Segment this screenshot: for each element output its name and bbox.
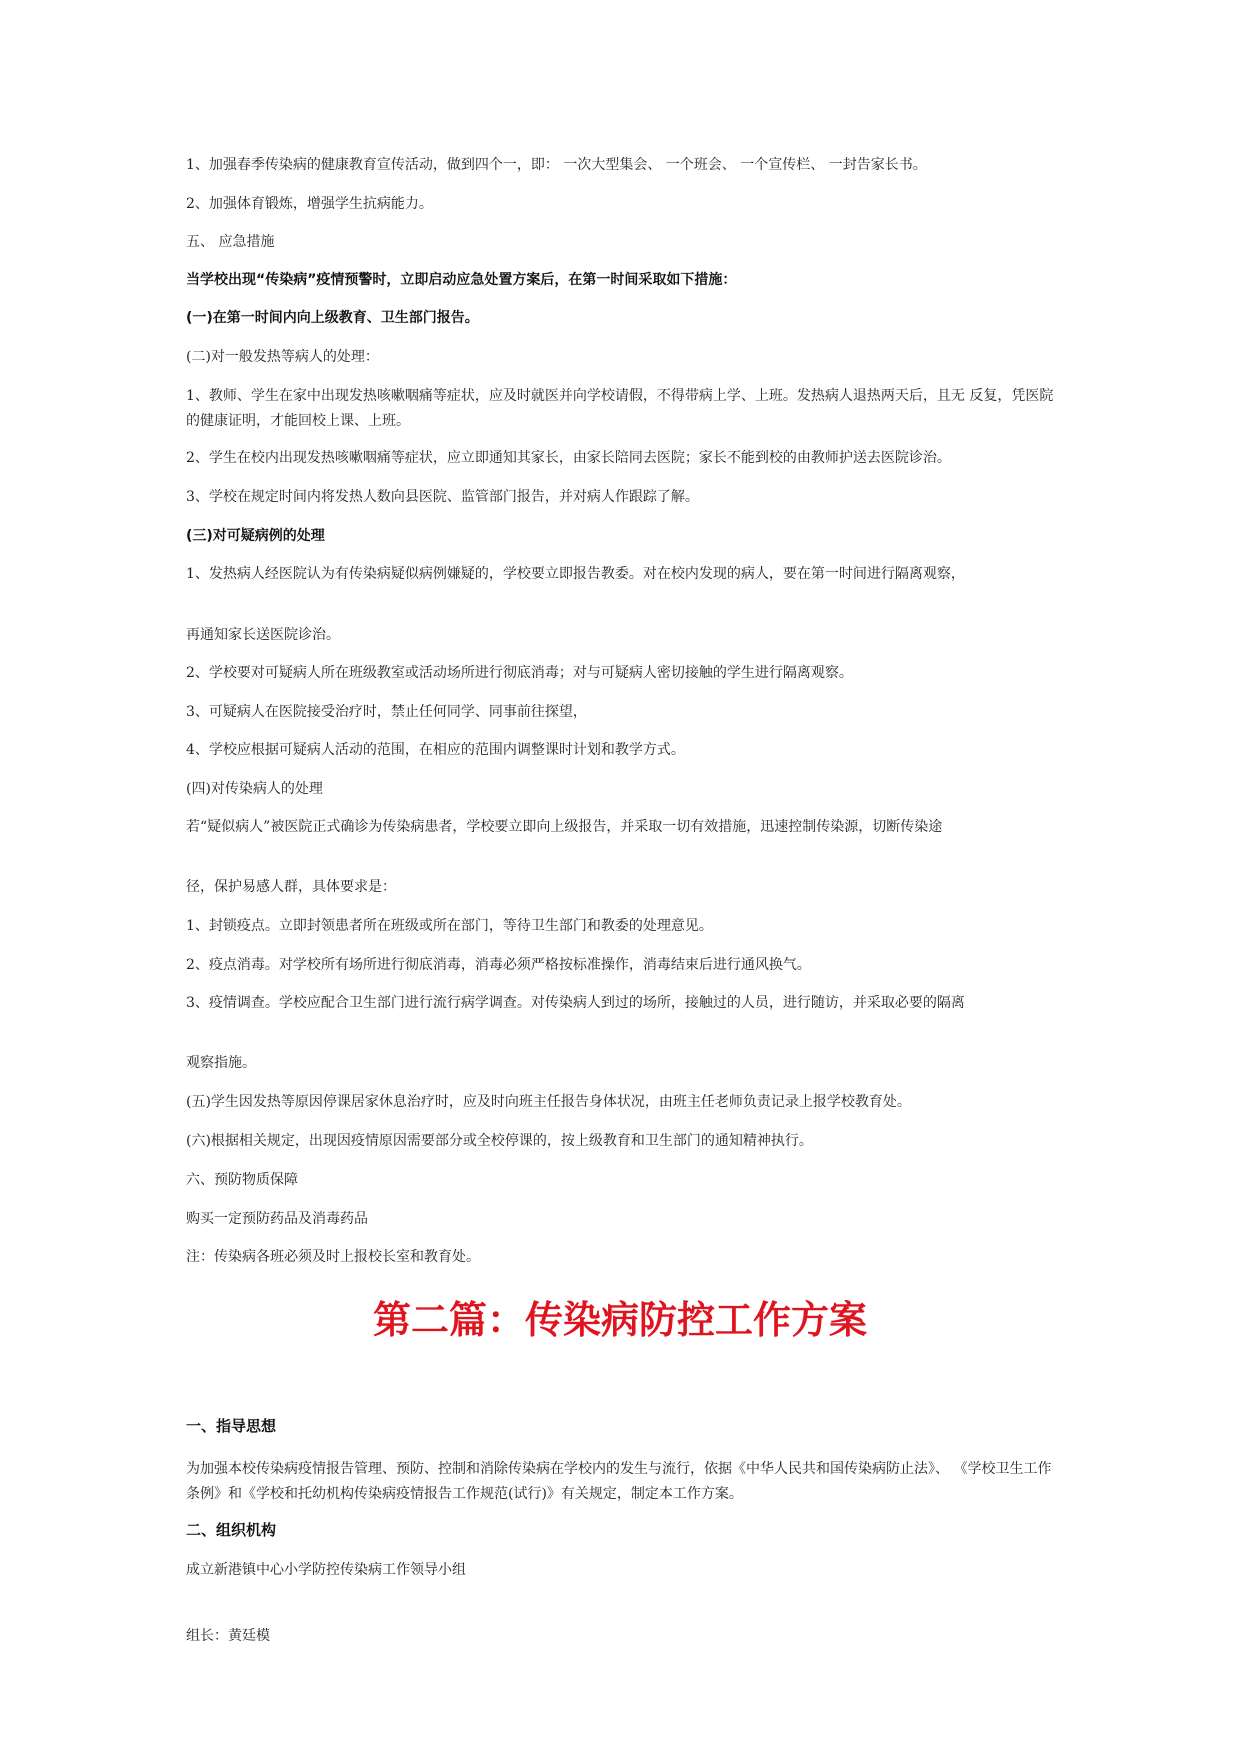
subheading-suspected-cases: (三)对可疑病例的处理 bbox=[186, 528, 325, 544]
paragraph-lockdown: 1、封锁疫点。立即封领患者所在班级或所在部门，等待卫生部门和教委的处理意见。 bbox=[186, 918, 713, 934]
section-heading-guiding-ideology: 一、指导思想 bbox=[186, 1417, 277, 1435]
paragraph-confirmed-case: 若“疑似病人”被医院正式确诊为传染病患者，学校要立即向上级报告，并采取一切有效措施，迅速控制传染源，切断传染途 bbox=[186, 819, 943, 835]
paragraph-no-visits: 3、可疑病人在医院接受治疗时，禁止任何同学、同事前往探望， bbox=[186, 704, 587, 720]
paragraph-suspected-report: 1、发热病人经医院认为有传染病疑似病例嫌疑的，学校要立即报告教委。对在校内发现的病人，要在第一时间进行隔离观察， bbox=[186, 566, 965, 582]
paragraph-fever-at-school: 2、学生在校内出现发热咳嗽咽痛等症状，应立即通知其家长，由家长陪同去医院；家长不能到校的由教师护送去医院诊治。 bbox=[186, 450, 951, 466]
paragraph-observation: 观察指施。 bbox=[186, 1055, 256, 1071]
paragraph-disinfect-classroom: 2、学校要对可疑病人所在班级教室或活动场所进行彻底消毒；对与可疑病人密切接触的学生进行隔离观察。 bbox=[186, 665, 853, 681]
section-heading-supplies: 六、预防物质保障 bbox=[186, 1172, 298, 1188]
paragraph-investigation: 3、疫情调查。学校应配合卫生部门进行流行病学调查。对传染病人到过的场所，接触过的人员，进行随访，并采取必要的隔离 bbox=[186, 995, 965, 1011]
paragraph-adjust-schedule: 4、学校应根据可疑病人活动的范围，在相应的范围内调整课时计划和教学方式。 bbox=[186, 742, 685, 758]
item-home-rest: (五)学生因发热等原因停课居家休息治疗时，应及时向班主任报告身体状况，由班主任老师负责记录上报学校教育处。 bbox=[186, 1094, 911, 1110]
paragraph-group-leader: 组长：黄廷模 bbox=[186, 1628, 270, 1644]
section-heading-emergency-measures: 五、 应急措施 bbox=[186, 234, 275, 250]
paragraph-protect-susceptible: 径，保护易感人群，具体要求是： bbox=[186, 879, 396, 895]
item-class-suspension: (六)根据相关规定，出现因疫情原因需要部分或全校停课的，按上级教育和卫生部门的通知精神执行。 bbox=[186, 1133, 813, 1149]
paragraph-physical-exercise: 2、加强体育锻炼，增强学生抗病能力。 bbox=[186, 196, 433, 212]
section-heading-organization: 二、组织机构 bbox=[186, 1521, 277, 1539]
paragraph-buy-medicine: 购买一定预防药品及消毒药品 bbox=[186, 1211, 368, 1227]
paragraph-health-education: 1、加强春季传染病的健康教育宣传活动，做到四个一，即： 一次大型集会、 一个班会、 一个宣传栏、 一封告家长书。 bbox=[186, 157, 927, 173]
paragraph-guiding-ideology: 为加强本校传染病疫情报告管理、预防、控制和消除传染病在学校内的发生与流行，依据《中华人民共和国传染病防止法》、 《学校卫生工作条例》和《学校和托幼机构传染病疫情报告工作规范(试行)》有关规定，制定本工作方案。 bbox=[186, 1461, 1052, 1502]
subheading-infectious-patients: (四)对传染病人的处理 bbox=[186, 781, 323, 797]
paragraph-leadership-group: 成立新港镇中心小学防控传染病工作领导小组 bbox=[186, 1562, 466, 1578]
paragraph-fever-at-home: 1、教师、学生在家中出现发热咳嗽咽痛等症状，应及时就医并向学校请假，不得带病上学、上班。发热病人退热两天后，且无 反复，凭医院的健康证明，才能回校上课、上班。 bbox=[186, 388, 1054, 429]
paragraph-report-count: 3、学校在规定时间内将发热人数向县医院、监管部门报告，并对病人作跟踪了解。 bbox=[186, 489, 699, 505]
subheading-fever-patients: (二)对一般发热等病人的处理： bbox=[186, 349, 379, 365]
part-two-title: 第二篇：传染病防控工作方案 bbox=[372, 1297, 867, 1342]
paragraph-note: 注：传染病各班必须及时上报校长室和教育处。 bbox=[186, 1249, 480, 1265]
paragraph-disinfection: 2、疫点消毒。对学校所有场所进行彻底消毒，消毒必须严格按标准操作，消毒结束后进行通风换气。 bbox=[186, 957, 811, 973]
emergency-intro: 当学校出现“传染病”疫情预警时，立即启动应急处置方案后，在第一时间采取如下措施： bbox=[186, 272, 737, 288]
item-report-first: (一)在第一时间内向上级教育、卫生部门报告。 bbox=[186, 310, 479, 326]
paragraph-notify-parents: 再通知家长送医院诊治。 bbox=[186, 627, 340, 643]
